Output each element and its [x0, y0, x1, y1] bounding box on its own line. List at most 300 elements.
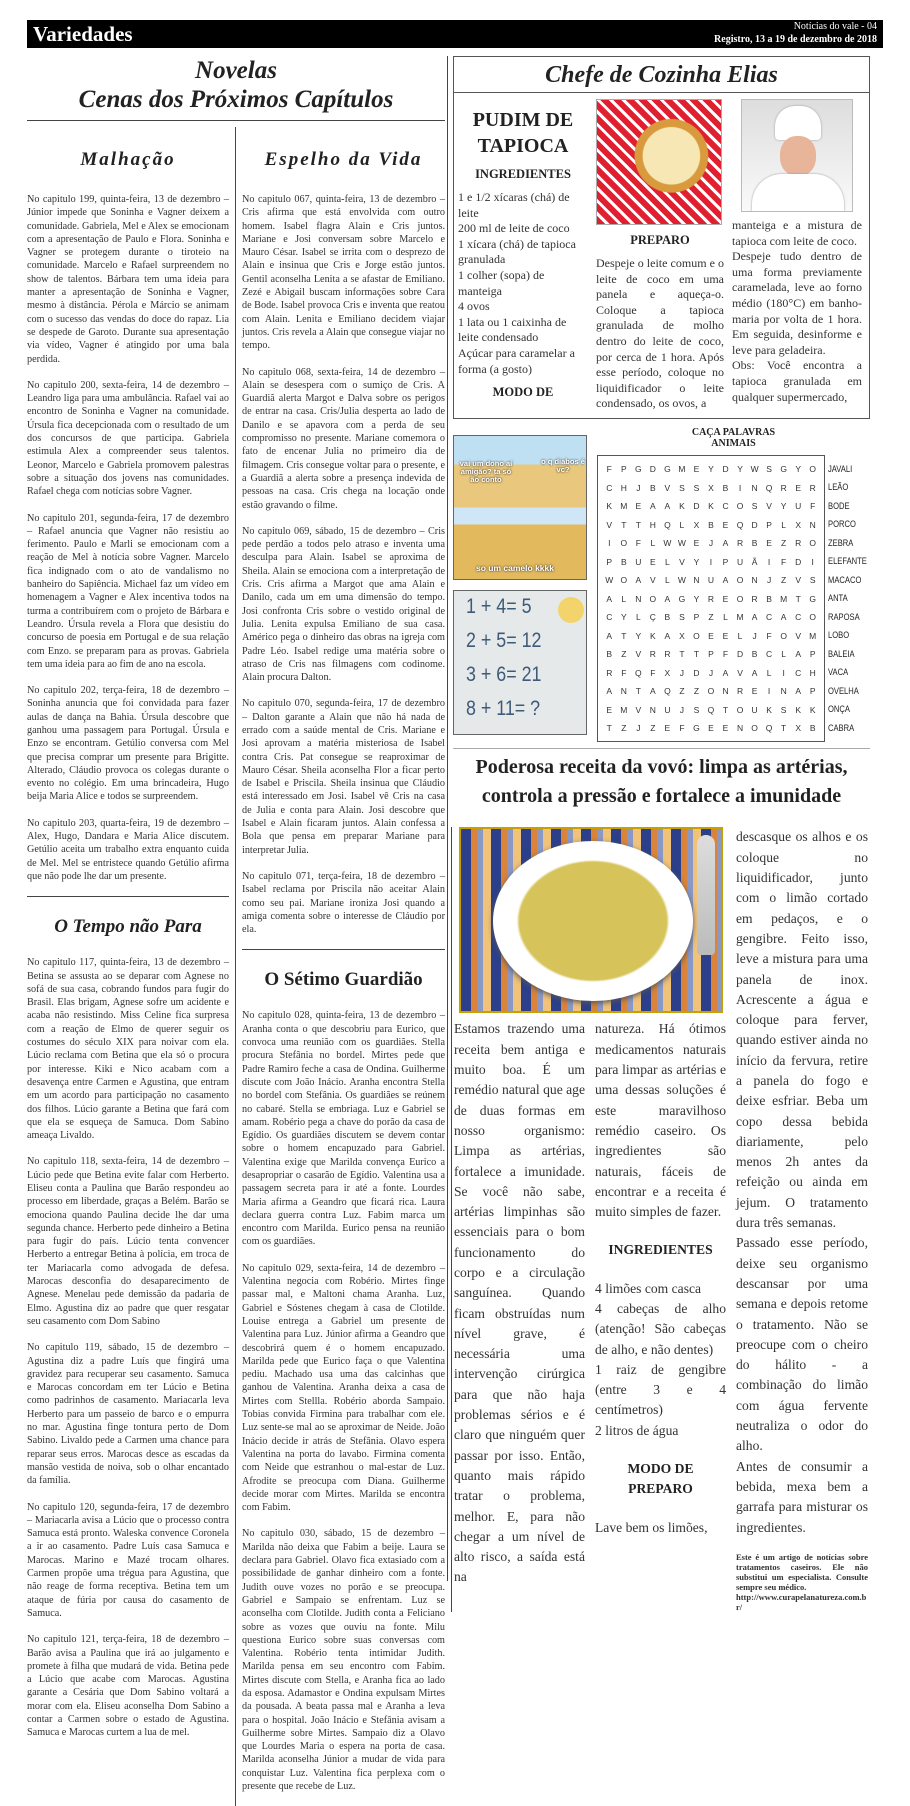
novelas-section	[27, 56, 445, 1806]
recipe-title	[458, 107, 588, 159]
wordsearch-word: LOBO	[828, 630, 850, 642]
wordsearch-letter[interactable]: A	[606, 630, 613, 641]
wordsearch-letter[interactable]: E	[606, 704, 613, 715]
wordsearch-letter[interactable]: Y	[795, 464, 801, 475]
wordsearch-letter[interactable]: Y	[780, 501, 787, 512]
wordsearch-letter[interactable]: Y	[635, 630, 642, 641]
wordsearch-letter[interactable]: V	[635, 649, 642, 660]
wordsearch-letter[interactable]: W	[677, 575, 686, 586]
wordsearch-letter[interactable]: G	[809, 593, 817, 604]
wordsearch-letter[interactable]: E	[708, 723, 714, 734]
wordsearch-letter[interactable]: O	[780, 630, 787, 641]
wordsearch-letter[interactable]: P	[606, 556, 613, 567]
novelas-columns	[27, 127, 445, 1806]
wordsearch-letter[interactable]: B	[606, 649, 613, 660]
wordsearch-letter[interactable]: A	[650, 501, 656, 512]
wordsearch-word: ELEFANTE	[828, 556, 867, 568]
paragraph: No capitulo 117, quinta-feira, 13 de dezembro – Betina se assusta ao se deparar com Agnese no sofá de sua casa, cobrando fundos para fugir do Brasil. Elas brigam, Agnese sofre um acidente e acaba não resistindo. Miss Celine fica surpresa com a reação de Elmo de querer seguir os costumes do século XIX para noivar com ela. Lúcio reclama com Betina que ela só o procura por interesse. Kiki e Nico acabam com a desavença entre Carmen e Agustina, que entram em um acordo para participação no casamento dos filhos. Lúcio garante a Betina que fará com que ela se esqueça de Samuca. Dom Sabino ameaça Livaldo.	[27, 957, 229, 1142]
wordsearch-letter[interactable]: E	[693, 464, 700, 475]
wordsearch-letter[interactable]: A	[722, 575, 729, 586]
wordsearch-letter[interactable]: I	[811, 556, 814, 567]
wordsearch-letter[interactable]: L	[766, 667, 772, 678]
wordsearch-letter[interactable]: X	[795, 519, 801, 530]
preparo-continued	[732, 218, 862, 405]
wordsearch-letter[interactable]: L	[635, 612, 641, 623]
wordsearch-letter[interactable]: J	[708, 667, 714, 678]
wordsearch-letter[interactable]: Y	[708, 464, 714, 475]
math-line: 8 + 11= ?	[466, 696, 541, 720]
wordsearch-letter[interactable]: J	[679, 704, 685, 715]
wordsearch-letter[interactable]: P	[693, 612, 700, 623]
wordsearch-letter[interactable]: U	[707, 575, 715, 586]
wordsearch-letter[interactable]: S	[751, 501, 758, 512]
article-col1: Estamos trazendo uma receita bem antiga e muito boa. É um remédio natural que age de duas formas em nosso organismo: Limpa as artérias, fortalece a imunidade. Se você não sabe, artérias limpinhas são essenciais para o bom funcionamento do corpo e a circulação sanguínea. Quando ficam obstruídas num nível grave, é necessária uma intervenção cirúrgica para que não haja problemas sérios e é claro que ninguém quer passar por isso. Então, quanto mais rápido tratar o problema, melhor. E, para não chegar a um nível de alto risco, a saída está na	[454, 1021, 585, 1585]
wordsearch-title-line1: CAÇA PALAVRAS	[691, 426, 776, 438]
wordsearch-letter[interactable]: N	[635, 593, 642, 604]
espelho-column	[242, 193, 445, 949]
wordsearch-letter[interactable]: O	[751, 723, 758, 734]
wordsearch-letter[interactable]: A	[664, 501, 671, 512]
paragraph: No capitulo 070, segunda-feira, 17 de dezembro – Dalton garante a Alain que não há nada de errado com a saúde mental de Cris. Mariane e Josi aprovam a matéria misteriosa de Isabel contra Cris. Pat consegue se reaproximar de Mauro César. Sheila aconselha Flor a ficar perto de Isabel e Priscila. Sheila insinua que Cláudio está interessado em Josi. Isabel vê Cris na casa de Julia e conta para Alain. Josi descobre que Isabel e Alain ficaram juntos. Alain confessa a Bola que pensa em preparar Mariane para interpretar Julia.	[242, 698, 445, 856]
wordsearch-letter[interactable]: S	[809, 575, 816, 586]
wordsearch-letter[interactable]: E	[693, 538, 700, 549]
wordsearch-letter[interactable]: X	[679, 630, 685, 641]
wordsearch-letter[interactable]: I	[767, 556, 771, 567]
wordsearch-letter[interactable]: S	[679, 482, 685, 493]
wordsearch-letter[interactable]: K	[606, 501, 613, 512]
wordsearch-letter[interactable]: T	[722, 704, 729, 715]
wordsearch-letter[interactable]: E	[766, 538, 772, 549]
wordsearch-letter[interactable]: S	[679, 612, 685, 623]
wordsearch-letter[interactable]: J	[708, 538, 714, 549]
wordsearch-letter[interactable]: M	[620, 704, 628, 715]
ingredient-item: 2 litros de água	[595, 1422, 679, 1438]
wordsearch-letter[interactable]: N	[751, 482, 758, 493]
setimo-heading: O Sétimo Guardião	[242, 949, 445, 1005]
wordsearch-letter[interactable]: X	[693, 519, 700, 530]
wordsearch-letter[interactable]: A	[780, 612, 787, 623]
wordsearch-letter[interactable]: K	[809, 704, 816, 715]
wordsearch-letter[interactable]: M	[809, 630, 817, 641]
wordsearch-letter[interactable]: U	[635, 556, 642, 567]
wordsearch-letter[interactable]: F	[722, 649, 729, 660]
wordsearch-letter[interactable]: I	[738, 482, 742, 493]
wordsearch-letter[interactable]: S	[780, 704, 787, 715]
wordsearch-letter[interactable]: C	[795, 667, 802, 678]
wordsearch-letter[interactable]: W	[663, 538, 672, 549]
wordsearch-letter[interactable]: K	[766, 704, 772, 715]
wordsearch-letter[interactable]: J	[679, 667, 685, 678]
wordsearch-letter[interactable]: C	[722, 501, 729, 512]
wordsearch-letter[interactable]: A	[664, 593, 671, 604]
wordsearch-letter[interactable]: C	[606, 482, 613, 493]
wordsearch-letter[interactable]: A	[751, 612, 758, 623]
wordsearch-letter[interactable]: D	[736, 649, 744, 660]
wordsearch-letter[interactable]: N	[649, 704, 656, 715]
wordsearch-letter[interactable]: B	[809, 723, 816, 734]
wordsearch-letter[interactable]: R	[795, 538, 802, 549]
wordsearch-letter[interactable]: Y	[620, 612, 627, 623]
meme-caption: vai um dono aí amigão? ta só ão conto	[459, 458, 513, 484]
wordsearch-letter[interactable]: V	[679, 556, 685, 567]
wordsearch-letter[interactable]: V	[766, 501, 772, 512]
wordsearch-letter[interactable]: T	[621, 519, 627, 530]
recipe-title-line2: TAPIOCA	[477, 135, 569, 157]
modo-label: MODO DE	[627, 1461, 694, 1477]
headline-line2: controla a pressão e fortalece a imunidade	[481, 785, 842, 808]
wordsearch-letter[interactable]: G	[780, 464, 787, 475]
wordsearch-letter[interactable]: B	[751, 649, 758, 660]
paragraph: No capitulo 203, quarta-feira, 19 de dezembro – Alex, Hugo, Dandara e Maria Alice discutem. Getúlio aceita um trabalho extra enquanto cuida de Mel. Mel se entristece quando Getúlio afirma que não pode lhe dar um presente.	[27, 817, 229, 882]
source-link[interactable]: http://www.curapelanatureza.com.br/	[736, 1591, 867, 1612]
paragraph: manteiga e a mistura de tapioca com leite de coco.	[732, 218, 862, 248]
wordsearch-letter[interactable]: O	[809, 464, 817, 475]
preparo-text: Despeje o leite comum e o leite de coco em uma panela e aqueça-o. Coloque a tapioca granulada de molho dentro do leite de coco, por cerca de 1 hora. Após esse período, coloque no liquidificador o leite condensado, os ovos, a	[596, 256, 724, 411]
wordsearch-letter[interactable]: O	[736, 593, 744, 604]
wordsearch-word: ZEBRA	[828, 537, 854, 549]
wordsearch-letter[interactable]: E	[751, 686, 758, 697]
wordsearch-letter[interactable]: F	[635, 538, 641, 549]
wordsearch-letter[interactable]: S	[693, 704, 700, 715]
paragraph: No capitulo 199, quinta-feira, 13 de dezembro – Júnior impede que Soninha e Vagner deixem a comunidade. Gabriela, Mel e Alex se emocionam com a apresentação de Paulo e Flora. Soninha e Vagner se protegem durante o tiroteio na comunidade. Marcelo e Rafael surpreendem no show de talentos. Bárbara tem uma ideia para manter a apresentação de Soninha e Vagner, mesmo à distância. Pérola e Márcio se animam com o sucesso das vendas do doce do rapaz. Lia se despede de Garoto. Durante sua apresentação via vídeo, Vagner é atingido por uma bala perdida.	[27, 194, 229, 365]
meme-caption: o q diabos é vc?	[541, 456, 585, 474]
wordsearch-letter[interactable]: R	[809, 482, 816, 493]
wordsearch-letter[interactable]: A	[751, 667, 758, 678]
wordsearch-letter[interactable]: B	[722, 482, 729, 493]
wordsearch-letter[interactable]: X	[795, 723, 801, 734]
wordsearch-letter[interactable]: B	[664, 612, 671, 623]
wordsearch-letter[interactable]: K	[650, 630, 656, 641]
wordsearch-letter[interactable]: W	[750, 464, 759, 475]
wordsearch-letter[interactable]: E	[708, 630, 714, 641]
wordsearch-letter[interactable]: E	[722, 723, 729, 734]
wordsearch-letter[interactable]: M	[780, 593, 788, 604]
wordsearch-letter[interactable]: P	[766, 519, 772, 530]
wordsearch-letter[interactable]: L	[665, 575, 670, 586]
wordsearch-letter[interactable]: V	[795, 575, 801, 586]
paragraph: Passado esse período, deixe seu organismo descansar por uma semana e depois retome o tratamento. Não se preocupe com o cheiro do hálito - a combinação do limão com água fervente neutraliza o odor do alho.	[736, 1235, 868, 1454]
wordsearch-letter[interactable]: O	[693, 630, 700, 641]
wordsearch-letter[interactable]: E	[722, 593, 729, 604]
wordsearch-letter[interactable]: R	[707, 593, 715, 604]
wordsearch-word: PORCO	[828, 519, 856, 531]
wordsearch-letter[interactable]: Z	[621, 723, 627, 734]
wordsearch-letter[interactable]: T	[606, 723, 612, 734]
wordsearch-letter[interactable]: T	[693, 649, 700, 660]
tempo-heading: O Tempo não Para	[27, 896, 229, 952]
wordsearch-letter[interactable]: A	[606, 686, 613, 697]
wordsearch-letter[interactable]: W	[605, 575, 614, 586]
headline-line1: Poderosa receita da vovó: limpa as artérias,	[475, 756, 848, 779]
wordsearch-letter[interactable]: X	[664, 667, 671, 678]
ingredient-item: 1 colher (sopa) de manteiga	[458, 267, 545, 298]
wordsearch-letter[interactable]: G	[693, 723, 700, 734]
wordsearch-letter[interactable]: Q	[736, 519, 744, 530]
wordsearch-letter[interactable]: R	[664, 649, 671, 660]
article-col2-wrap	[595, 1019, 726, 1587]
chef-col-c	[732, 99, 862, 412]
wordsearch-letter[interactable]: B	[766, 593, 772, 604]
wordsearch-letter[interactable]: M	[678, 464, 686, 475]
wordsearch-letter[interactable]: K	[679, 501, 685, 512]
wordsearch-row	[602, 663, 820, 682]
wordsearch-letter[interactable]: R	[606, 667, 613, 678]
wordsearch-letter[interactable]: F	[810, 501, 816, 512]
wordsearch-letter[interactable]: L	[781, 649, 786, 660]
article-col2: natureza. Há ótimos medicamentos naturais para limpar as artérias e uma dessas soluções é este maravilhoso remédio caseiro. Os ingredientes são naturais, fáceis de encontrar e a receita é muito simples de fazer.	[595, 1021, 726, 1220]
wordsearch-letter[interactable]: G	[678, 593, 686, 604]
ingredients-list	[458, 190, 588, 377]
wordsearch-letter[interactable]: F	[679, 723, 685, 734]
wordsearch-letter[interactable]: N	[722, 686, 729, 697]
wordsearch-letter[interactable]: R	[649, 649, 656, 660]
wordsearch-letter[interactable]: H	[809, 667, 816, 678]
wordsearch-letter[interactable]: T	[635, 519, 641, 530]
wordsearch-letter[interactable]: D	[751, 519, 758, 530]
paragraph: No capitulo 202, terça-feira, 18 de dezembro – Soninha anuncia que foi convidada para fazer aulas de dança na Bahia. Úrsula descobre que ganhou uma passagem para Portugal. Úrsula e Enzo se encontram. Getúlio conversa com Mel que precisa comprar um presente para Brigitte. Alterado, Cláudio provoca os colegas durante o evento no colégio. Em uma brincadeira, Hugo beija Maria Alice e todos se surpreendem.	[27, 685, 229, 803]
wordsearch-letter[interactable]: E	[722, 519, 729, 530]
novelas-title-line1: Novelas	[195, 57, 277, 84]
wordsearch-letter[interactable]: A	[795, 649, 801, 660]
paragraph: Antes de consumir a bebida, mexa bem a garrafa para misturar os ingredientes.	[736, 1458, 868, 1535]
wordsearch-word: CABRA	[828, 722, 855, 734]
wordsearch-letter[interactable]: U	[795, 501, 802, 512]
wordsearch-letter[interactable]: W	[677, 538, 686, 549]
wordsearch-letter[interactable]: A	[606, 593, 613, 604]
wordsearch-letter[interactable]: D	[693, 501, 700, 512]
wordsearch-letter[interactable]: L	[621, 593, 627, 604]
wordsearch-letter[interactable]: P	[620, 464, 627, 475]
wordsearch-letter[interactable]: N	[736, 723, 744, 734]
wordsearch-letter[interactable]: Q	[765, 482, 773, 493]
wordsearch-letter[interactable]: Z	[708, 612, 714, 623]
section-title: Variedades	[33, 22, 133, 46]
wordsearch-letter[interactable]: O	[620, 538, 628, 549]
wordsearch-letter[interactable]: A	[650, 686, 656, 697]
wordsearch-word: LEÃO	[828, 482, 849, 494]
ingredient-item: 1 xícara (chá) de tapioca granulada	[458, 236, 576, 267]
wordsearch-letter[interactable]: Q	[635, 667, 642, 678]
wordsearch-letter[interactable]: J	[636, 482, 641, 493]
novelas-left-column	[27, 127, 236, 1806]
wordsearch-letter[interactable]: Ç	[649, 612, 656, 623]
wordsearch-letter[interactable]: A	[664, 630, 671, 641]
wordsearch-letter[interactable]: B	[620, 556, 627, 567]
wordsearch-letter[interactable]: Y	[693, 556, 700, 567]
wordsearch-letter[interactable]: J	[636, 723, 641, 734]
wordsearch-letter[interactable]: Q	[707, 704, 715, 715]
wordsearch-letter[interactable]: L	[723, 612, 728, 623]
wordsearch-letter[interactable]: I	[608, 538, 611, 549]
ingredient-item: 4 ovos	[458, 299, 490, 314]
wordsearch-letter[interactable]: L	[781, 519, 786, 530]
wordsearch-letter[interactable]: R	[751, 593, 758, 604]
wordsearch-letter[interactable]: N	[693, 575, 700, 586]
modo-heading: MODO DE	[492, 385, 554, 400]
wordsearch-letter[interactable]: D	[795, 556, 802, 567]
wordsearch-letter[interactable]: N	[780, 686, 787, 697]
wordsearch-letter[interactable]: Q	[765, 723, 773, 734]
wordsearch-letter[interactable]: B	[751, 538, 758, 549]
wordsearch-letter[interactable]: F	[650, 667, 656, 678]
wordsearch-letter[interactable]: R	[736, 686, 744, 697]
wordsearch-letter[interactable]: O	[809, 538, 817, 549]
wordsearch-letter[interactable]: P	[809, 686, 816, 697]
wordsearch-letter[interactable]: T	[795, 593, 801, 604]
wordsearch-letter[interactable]: H	[620, 482, 627, 493]
wordsearch-letter[interactable]: L	[679, 519, 685, 530]
wordsearch-letter[interactable]: V	[664, 482, 671, 493]
wordsearch-letter[interactable]: D	[649, 464, 656, 475]
article-ingredients-heading: INGREDIENTES	[608, 1242, 713, 1258]
wordsearch-word: BODE	[828, 500, 850, 512]
wordsearch-row	[602, 515, 820, 534]
wordsearch-letter[interactable]: J	[752, 630, 757, 641]
wordsearch-letter[interactable]: K	[795, 704, 801, 715]
wordsearch-letter[interactable]: N	[751, 575, 758, 586]
wordsearch-letter[interactable]: O	[707, 686, 715, 697]
wordsearch-letter[interactable]: C	[766, 649, 773, 660]
wordsearch-letter[interactable]: P	[809, 649, 816, 660]
article-right	[736, 827, 868, 1611]
ingredient-item: 1 e 1/2 xícaras (chá) de leite	[458, 190, 570, 220]
wordsearch-letter[interactable]: V	[737, 667, 743, 678]
wordsearch-letter[interactable]: C	[606, 612, 613, 623]
wordsearch-letter[interactable]: F	[766, 630, 772, 641]
wordsearch-letter[interactable]: Q	[664, 686, 671, 697]
article-col2-end: Lave bem os limões,	[595, 1519, 708, 1535]
wordsearch-letter[interactable]: Z	[679, 686, 685, 697]
wordsearch-letter[interactable]: Z	[621, 649, 627, 660]
wordsearch-letter[interactable]: K	[708, 501, 714, 512]
wordsearch-letter[interactable]: S	[693, 482, 700, 493]
wordsearch-word: ONÇA	[828, 704, 850, 716]
wordsearch-letter[interactable]: L	[737, 630, 743, 641]
wordsearch-letter[interactable]: O	[736, 575, 744, 586]
wordsearch-letter[interactable]: G	[635, 464, 642, 475]
article-headline	[453, 748, 870, 811]
wordsearch-letter[interactable]: E	[650, 556, 656, 567]
wordsearch-letter[interactable]: Z	[650, 723, 656, 734]
math-puzzle-image	[453, 590, 587, 735]
paragraph: No capitulo 069, sábado, 15 de dezembro – Cris pede perdão a todos pelo atraso e inventa uma desculpa para Alain. Isabel se aproxima de Sheila. Alain se emociona com a interpretação de Cris. Cris afirma a Margot que ama Alain e Danilo, cada um em uma dimensão do tempo. Josi confronta Cris sobre o vestido original de Julia. Lenita expulsa Emiliano de sua casa. Américo pega o dinheiro das obras na igreja com Padre Léo. Isabel redige uma matéria sobre o atraso de Cris nas filmagens com codinome. Alain procura Dalton.	[242, 525, 445, 684]
wordsearch-letter[interactable]: O	[736, 501, 744, 512]
wordsearch-letter[interactable]: H	[649, 519, 656, 530]
disclaimer-text: Este é um artigo de notícias sobre tratamentos caseiros. Ele não substitui um especialista. Consulte sempre seu médico.	[736, 1551, 868, 1592]
wordsearch-letter[interactable]: O	[649, 593, 657, 604]
wordsearch-row	[602, 534, 820, 553]
wordsearch-letter[interactable]: T	[781, 723, 787, 734]
paragraph: No capitulo 118, sexta-feira, 14 de dezembro – Lúcio pede que Betina evite falar com Herberto. Eliseu conta a Paulina que Barão respondeu ao processo em liberdade, graças a Belém. Barão se emociona quando Paulina decide lhe dar uma segunda chance. Herberto pede dinheiro a Betina para fugir do país. Lúcio tenta convencer Herberto a entregar Betina à polícia, em troca de ter Mariacarla como advogada de defesa. Marocas desconfia do desaparecimento de Agnese. Menelau pede demissão da padaria de Elmo. Agustina diz ao padre que quer resgatar seu casamento com Dom Sabino	[27, 1156, 229, 1327]
wordsearch-letter[interactable]: I	[709, 556, 713, 567]
wordsearch-title-line2: ANIMAIS	[711, 437, 756, 449]
wordsearch-letter[interactable]: C	[795, 612, 802, 623]
wordsearch-letter[interactable]: F	[606, 464, 612, 475]
wordsearch-letter[interactable]: D	[693, 667, 700, 678]
math-line: 3 + 6= 21	[466, 662, 542, 686]
wordsearch-letter[interactable]: A	[795, 686, 801, 697]
wordsearch-letter[interactable]: N	[620, 686, 627, 697]
wordsearch-letter[interactable]: Z	[781, 538, 787, 549]
wordsearch-letter[interactable]: U	[736, 556, 744, 567]
wordsearch-letter[interactable]: L	[665, 556, 670, 567]
wordsearch-letter[interactable]: O	[809, 612, 817, 623]
wordsearch-letter[interactable]: P	[722, 556, 729, 567]
wordsearch-letter[interactable]: L	[650, 538, 656, 549]
wordsearch-letter[interactable]: R	[780, 482, 787, 493]
wordsearch-letter[interactable]: Y	[693, 593, 700, 604]
wordsearch-letter[interactable]: N	[809, 519, 816, 530]
wordsearch-letter[interactable]: M	[620, 501, 628, 512]
wordsearch-letter[interactable]: U	[751, 704, 758, 715]
wordsearch-letter[interactable]: Y	[737, 464, 743, 475]
wordsearch-letter[interactable]: P	[708, 649, 714, 660]
wordsearch-word: RAPOSA	[828, 611, 860, 623]
wordsearch-letter[interactable]: I	[782, 667, 785, 678]
wordsearch-letter[interactable]: O	[620, 575, 628, 586]
wordsearch-letter[interactable]: A	[722, 538, 729, 549]
wordsearch-letter[interactable]: G	[664, 464, 671, 475]
wordsearch-letter[interactable]: J	[766, 575, 772, 586]
paragraph: No capitulo 119, sábado, 15 de dezembro – Agustina diz a padre Luís que fingirá uma gravidez para recuperar seu casamento. Samuca e Marocas concordam em ter Lúcio e Betina como padrinhos de casamento. Mariacarla leva Herberto para um passeio de barco e o empurra no mar. Agustina finge tontura perto de Dom Sabino. Livaldo pede a Carmen uma chance para reparar seus erros. Marocas desce as escadas da mansão vestida de noiva, sob o olhar encantado da família.	[27, 1342, 229, 1487]
wordsearch-letter[interactable]: A	[635, 575, 642, 586]
wordsearch-letter[interactable]: O	[736, 704, 744, 715]
novelas-title-line2: Cenas dos Próximos Capítulos	[78, 86, 394, 113]
wordsearch-letter[interactable]: V	[606, 519, 613, 530]
wordsearch-letter[interactable]: B	[708, 519, 714, 530]
wordsearch-letter[interactable]: F	[621, 667, 627, 678]
wordsearch-letter[interactable]: V	[650, 575, 656, 586]
wordsearch-letter[interactable]: R	[736, 538, 744, 549]
wordsearch-letter[interactable]: E	[635, 501, 642, 512]
wordsearch-letter[interactable]: X	[708, 482, 714, 493]
wordsearch-word: BALEIA	[828, 648, 855, 660]
wordsearch-letter[interactable]: F	[781, 556, 787, 567]
wordsearch-letter[interactable]: U	[664, 704, 671, 715]
wordsearch-letter[interactable]: T	[679, 649, 685, 660]
wordsearch-letter[interactable]: I	[767, 686, 771, 697]
wordsearch-letter[interactable]: M	[736, 612, 744, 623]
wordsearch-letter[interactable]: S	[766, 464, 772, 475]
paragraph: No capitulo 029, sexta-feira, 14 de dezembro – Valentina negocia com Robério. Mirtes finge passar mal, e Maltoni chama Aranha. Luz, Gabriel e Sóstenes chegam à casa de Clotilde. Louise entrega a Gabriel um presente de Valentina para Luz. Júnior afirma a Geandro que descobrirá quem é o homem encapuzado. Marilda pede que Eurico faça o que Valentina pediu. Machado usa uma das calcinhas que ganhou de Valentina. Aranha deixa a casa de Mirtes com Stellla. Robério aborda Sampaio. Tobias convida Firmina para trabalhar com ele. Luz sente-se mal ao se aproximar de Neide. João Inácio decide ir atrás de Stefânia. Olavo espera Valentina na porta do lavabo. Firmina comenta com Neide que estranhou o mal-estar de Luz. Afrodite se preocupa com Diana. Guilherme decide morar com Mirtes. Marilda se encontra com Fabim.	[242, 1262, 445, 1514]
wordsearch-letter[interactable]: E	[722, 630, 729, 641]
wordsearch-letter[interactable]: E	[664, 723, 671, 734]
chef-col-a	[458, 99, 588, 412]
wordsearch-body	[597, 455, 870, 743]
wordsearch-letter[interactable]: Z	[693, 686, 700, 697]
paragraph: No capitulo 030, sábado, 15 de dezembro – Marilda não deixa que Fabim a beije. Laura se declara para Gabriel. Olavo fica extasiado com a possibilidade de ganhar dinheiro com a fonte. Judith ouve vozes no porão e se preocupa. Gabriel e Sampaio se enfrentam. Luz se aconselha com Clotilde. Judith conta a Feliciano sobre as vozes que ouviu na fonte. Milu questiona Eurico sobre suas conversas com Valentina. Robério tenta intimidar Judith. Marilda pensa em seu encontro com Fabim. Mirtes discute com Stella, e Aranha fica ao lado da esposa. Adamastor e Ondina expulsam Mirtes da pousada. A beata passa mal e Aranha a leva para o hospital. João Inácio e Stefânia avisam a Guilherme sobre Mirtes. Sampaio diz a Olavo que Lourdes Maria o espera na porta de casa. Marilda aconselha Júnior a mudar de vida para conquistar Luz. Valentina fica perplexa com o presente que recebe de Luz.	[242, 1528, 445, 1793]
wordsearch-row	[602, 478, 820, 497]
puzzles-row	[453, 427, 870, 743]
wordsearch-letter[interactable]: D	[722, 464, 729, 475]
wordsearch-grid	[597, 455, 825, 743]
wordsearch-letter[interactable]: E	[795, 482, 801, 493]
wordsearch-letter[interactable]: B	[650, 482, 656, 493]
wordsearch-letter[interactable]: V	[635, 704, 642, 715]
article-body	[451, 827, 870, 1611]
wordsearch-letter[interactable]: V	[795, 630, 801, 641]
math-line: 1 + 4= 5	[466, 594, 532, 618]
wordsearch-letter[interactable]: A	[722, 667, 729, 678]
garlic-soup-photo	[459, 827, 723, 1013]
wordsearch-letter[interactable]: C	[766, 612, 773, 623]
wordsearch-letter[interactable]: T	[635, 686, 641, 697]
article-col3	[736, 827, 868, 1537]
wordsearch-letter[interactable]: Z	[781, 575, 787, 586]
wordsearch-letter[interactable]: T	[621, 630, 627, 641]
wordsearch-letter[interactable]: Ã	[751, 556, 758, 567]
wordsearch-letter[interactable]: Q	[664, 519, 671, 530]
